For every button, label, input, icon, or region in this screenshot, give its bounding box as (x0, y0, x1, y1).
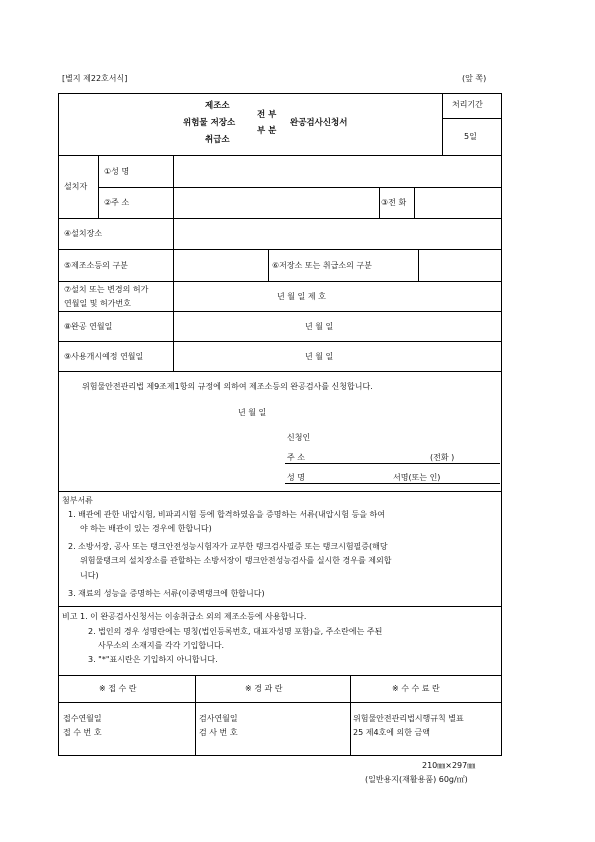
attachment-item-3: 3. 재료의 성능을 증명하는 서류(이중벽탱크에 한합니다) (68, 589, 265, 598)
applicant-name-label: 성 명 (287, 473, 305, 482)
attachment-item-1b: 야 하는 배관이 있는 경우에 한합니다) (80, 524, 212, 533)
progress-header: ※ 경 과 란 (245, 684, 283, 693)
permit-value: 년 월 일 제 호 (277, 292, 326, 301)
use-start-value: 년 월 일 (305, 352, 334, 361)
title-facility-1: 제조소 (205, 101, 230, 111)
title-type-2: 부 분 (257, 126, 277, 136)
permit-label-2: 연월일 및 허가번호 (64, 299, 131, 308)
attachment-item-1a: 1. 배관에 관한 내압시험, 비파괴시험 등에 합격하였음을 증명하는 서류(내압시험 등을 하여 (68, 510, 385, 519)
divider (58, 606, 502, 607)
applicant-address-label: 주 소 (287, 453, 305, 462)
receipt-header: ※ 접 수 란 (99, 684, 137, 693)
divider (414, 187, 415, 218)
divider (58, 281, 502, 282)
title-facility-3: 취급소 (205, 135, 230, 145)
paper-size: 210㎜×297㎜ (422, 761, 476, 770)
divider (350, 675, 351, 756)
exam-date-label: 검사연월일 (199, 714, 238, 723)
application-statement: 위험물안전관리법 제9조제1항의 규정에 의하여 제조소등의 완공검사를 신청합니다. (82, 382, 373, 391)
divider (58, 249, 502, 250)
divider (195, 675, 196, 756)
title-facility-2: 위험물 저장소 (183, 118, 236, 128)
attachment-item-2a: 2. 소방서장, 공사 또는 탱크안전성능시험자가 교부한 탱크검사필증 또는 탱크시험필증(해당 (68, 542, 388, 551)
installer-label: 설치자 (64, 182, 88, 191)
attachment-item-2c: 니다) (80, 571, 99, 580)
title-type-1: 전 부 (257, 110, 277, 120)
storage-type-label: ⑥저장소 또는 취급소의 구분 (272, 261, 372, 270)
divider (58, 218, 502, 219)
form-number: [별지 제22호서식] (62, 74, 128, 83)
divider (173, 155, 174, 371)
processing-period-value: 5일 (464, 132, 477, 141)
divider (268, 249, 269, 281)
remark-item-2b: 사무소의 소재지를 각각 기입합니다. (98, 641, 225, 650)
use-start-label: ⑨사용개시예정 연월일 (64, 352, 144, 361)
permit-label-1: ⑦설치 또는 변경의 허가 (64, 285, 149, 294)
fee-basis-line-1: 위험물안전관리법시행규칙 별표 (353, 714, 464, 723)
address-underline (285, 463, 500, 464)
facility-type-label: ⑤제조소등의 구분 (64, 261, 128, 270)
attachment-item-2b: 위험물탱크의 설치장소를 관할하는 소방서장이 탱크안전성능검사를 실시한 경우를 제외합 (80, 556, 392, 565)
remarks-label: 비고 (62, 612, 78, 621)
location-label: ④설치장소 (64, 229, 103, 238)
name-underline (285, 483, 500, 484)
exam-number-label: 검 사 번 호 (199, 728, 238, 737)
phone-label: ③전 화 (381, 198, 407, 207)
divider (418, 249, 419, 281)
applicant-signature: 서명(또는 인) (393, 473, 441, 482)
divider (442, 118, 502, 119)
divider (58, 341, 502, 342)
paper-type: (일반용지(재활용품) 60g/㎡) (365, 775, 468, 784)
application-date: 년 월 일 (238, 408, 267, 417)
remark-item-1: 1. 이 완공검사신청서는 이송취급소 외의 제조소등에 사용합니다. (80, 612, 307, 621)
divider (58, 675, 502, 676)
page-side-label: (앞 쪽) (462, 74, 487, 83)
divider (58, 491, 502, 492)
receipt-date-label: 접수연월일 (63, 714, 102, 723)
processing-period-label: 처리기간 (452, 100, 483, 109)
divider (442, 93, 443, 155)
remark-item-3: 3. "*"표시란은 기입하지 아니합니다. (88, 655, 218, 664)
fee-header: ※ 수 수 료 란 (392, 684, 440, 693)
completion-value: 년 월 일 (305, 322, 334, 331)
divider (58, 702, 502, 703)
fee-basis-line-2: 25 제4호에 의한 금액 (353, 728, 430, 737)
name-label: ①성 명 (104, 167, 130, 176)
receipt-number-label: 접 수 번 호 (63, 728, 102, 737)
divider (58, 371, 502, 372)
divider (98, 155, 99, 218)
address-label: ②주 소 (104, 198, 130, 207)
divider (98, 187, 502, 188)
divider (58, 311, 502, 312)
divider (58, 155, 502, 156)
completion-label: ⑧완공 연월일 (64, 322, 113, 331)
divider (379, 187, 380, 218)
attachments-title: 첨부서류 (62, 496, 93, 505)
page-title: 완공검사신청서 (290, 118, 348, 128)
applicant-phone: (전화 ) (430, 453, 455, 462)
applicant-label: 신청인 (287, 433, 311, 442)
remark-item-2a: 2. 법인의 경우 성명란에는 명칭(법인등록번호, 대표자성명 포함)을, 주소란에는 주된 (88, 627, 383, 636)
